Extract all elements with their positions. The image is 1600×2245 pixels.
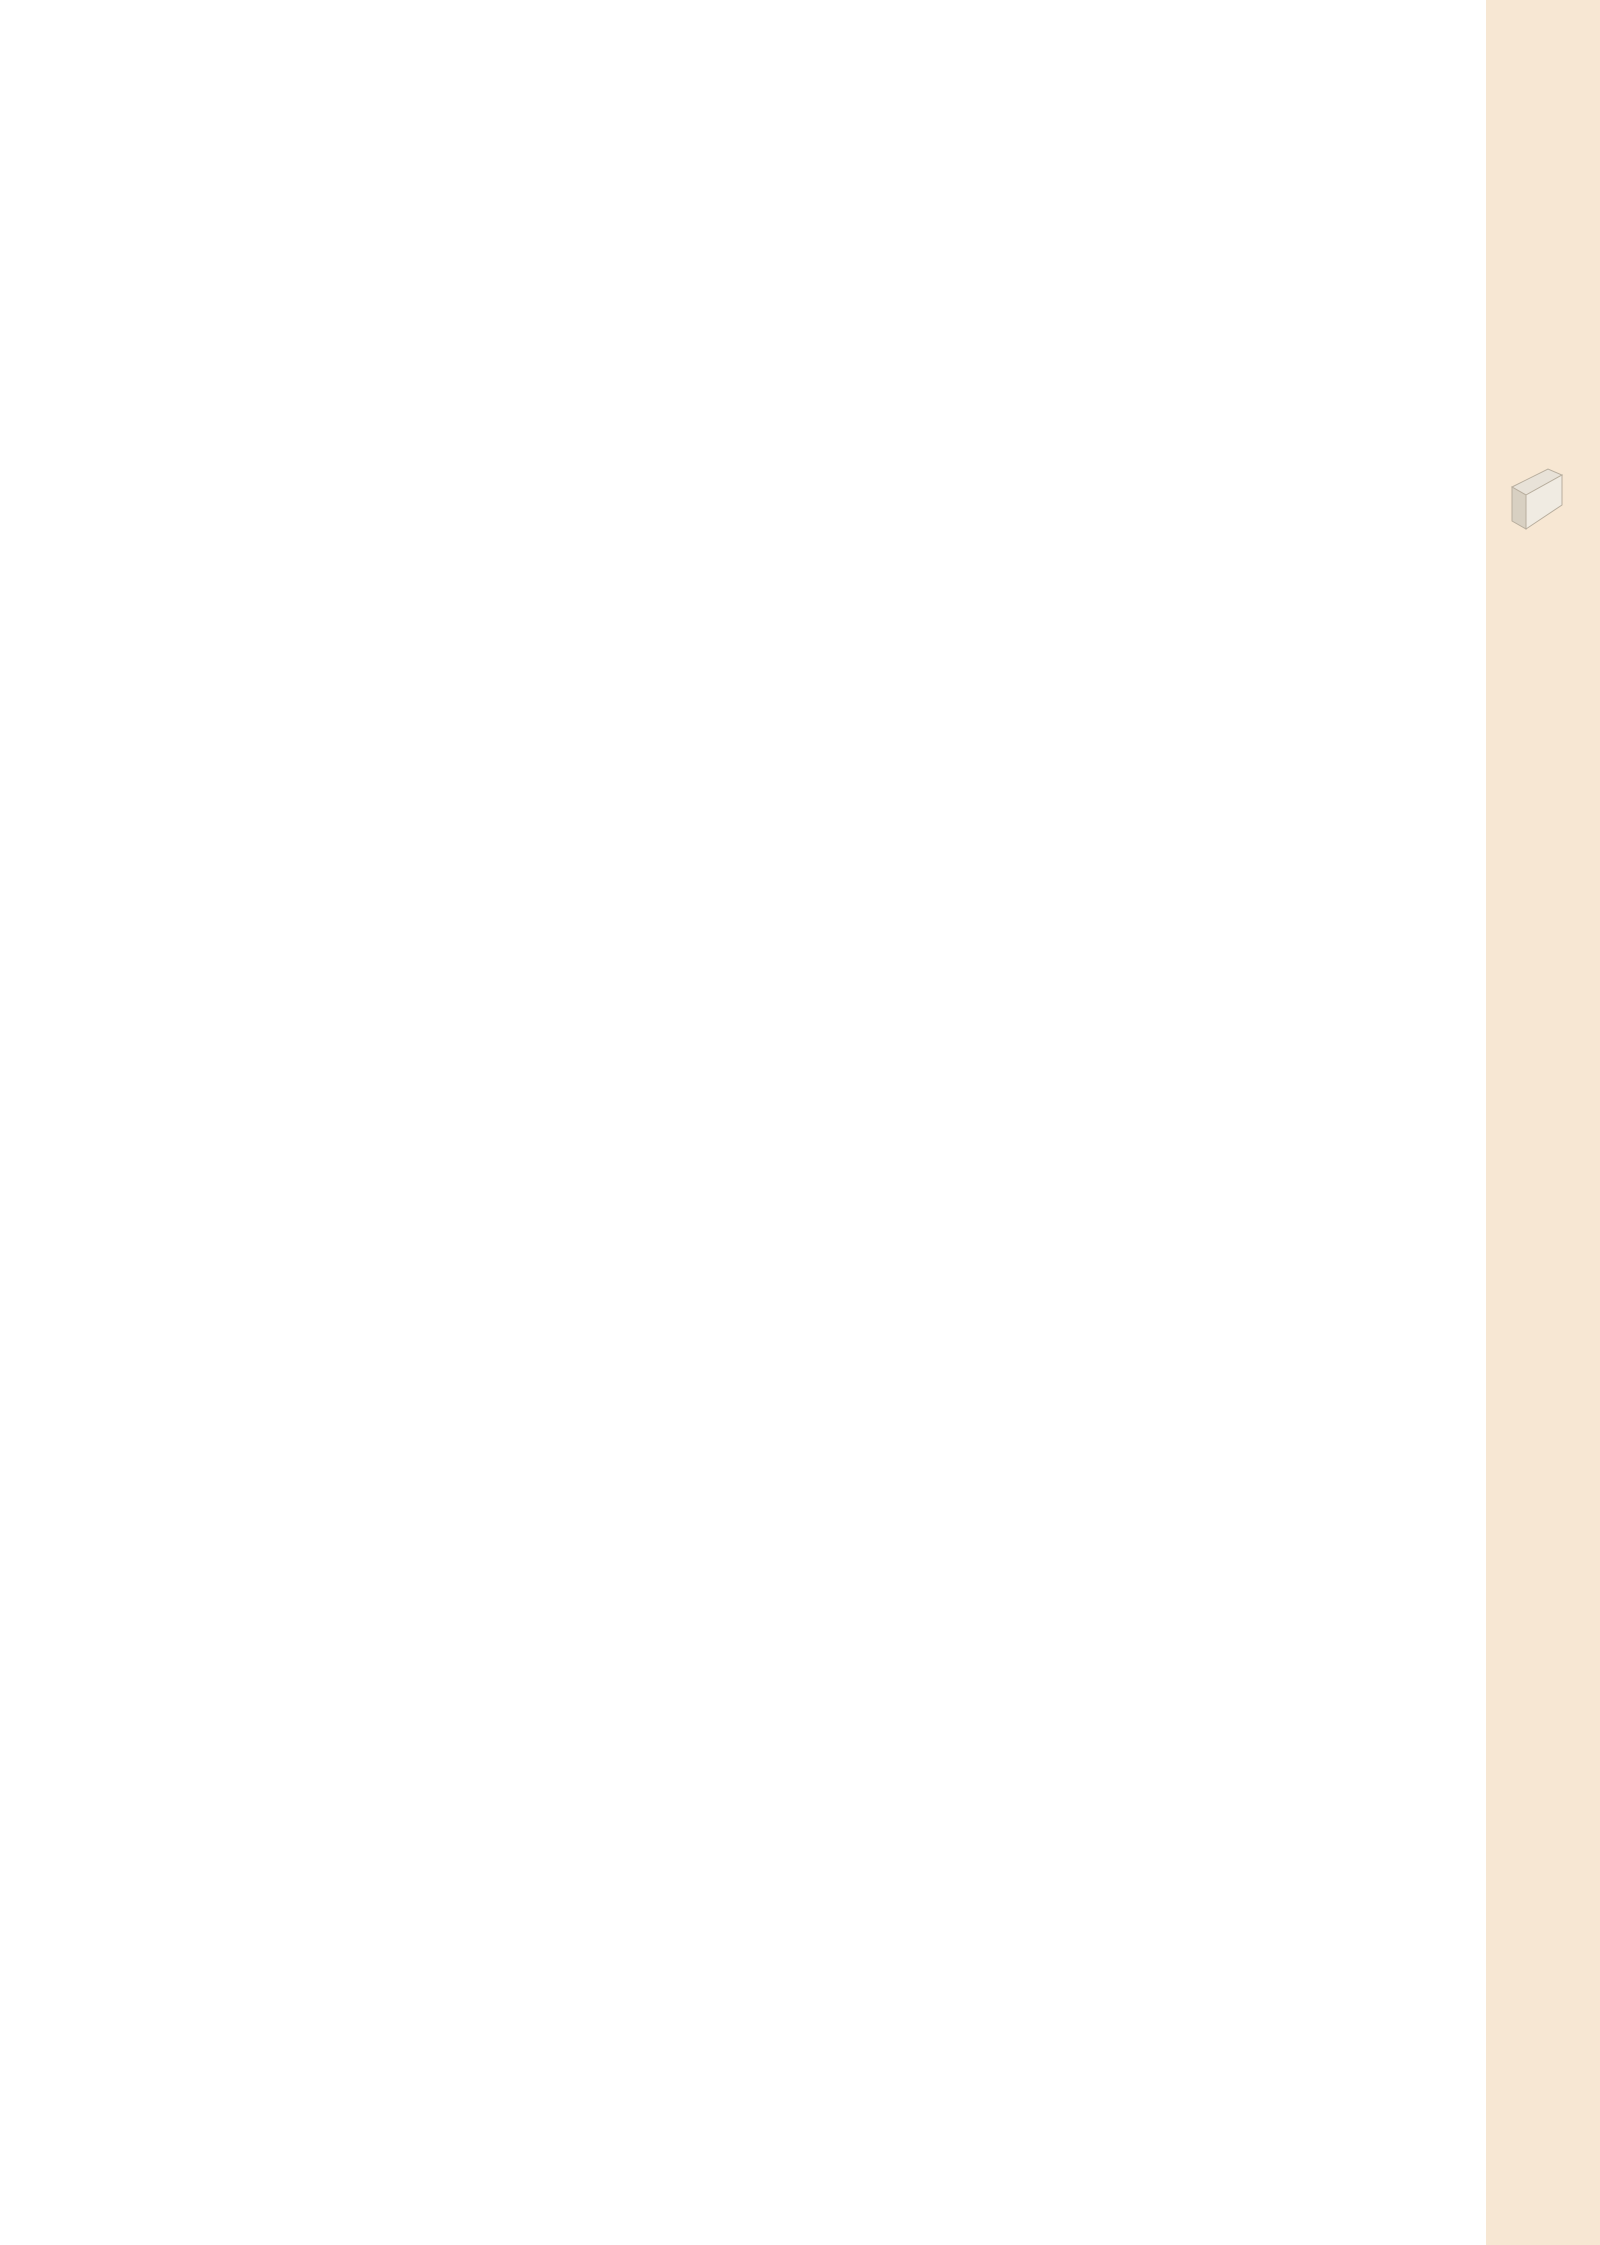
channel-thumbnail-icon [1508, 465, 1564, 531]
footer-brand [1292, 2160, 1336, 2182]
side-category-label [1510, 120, 1570, 440]
